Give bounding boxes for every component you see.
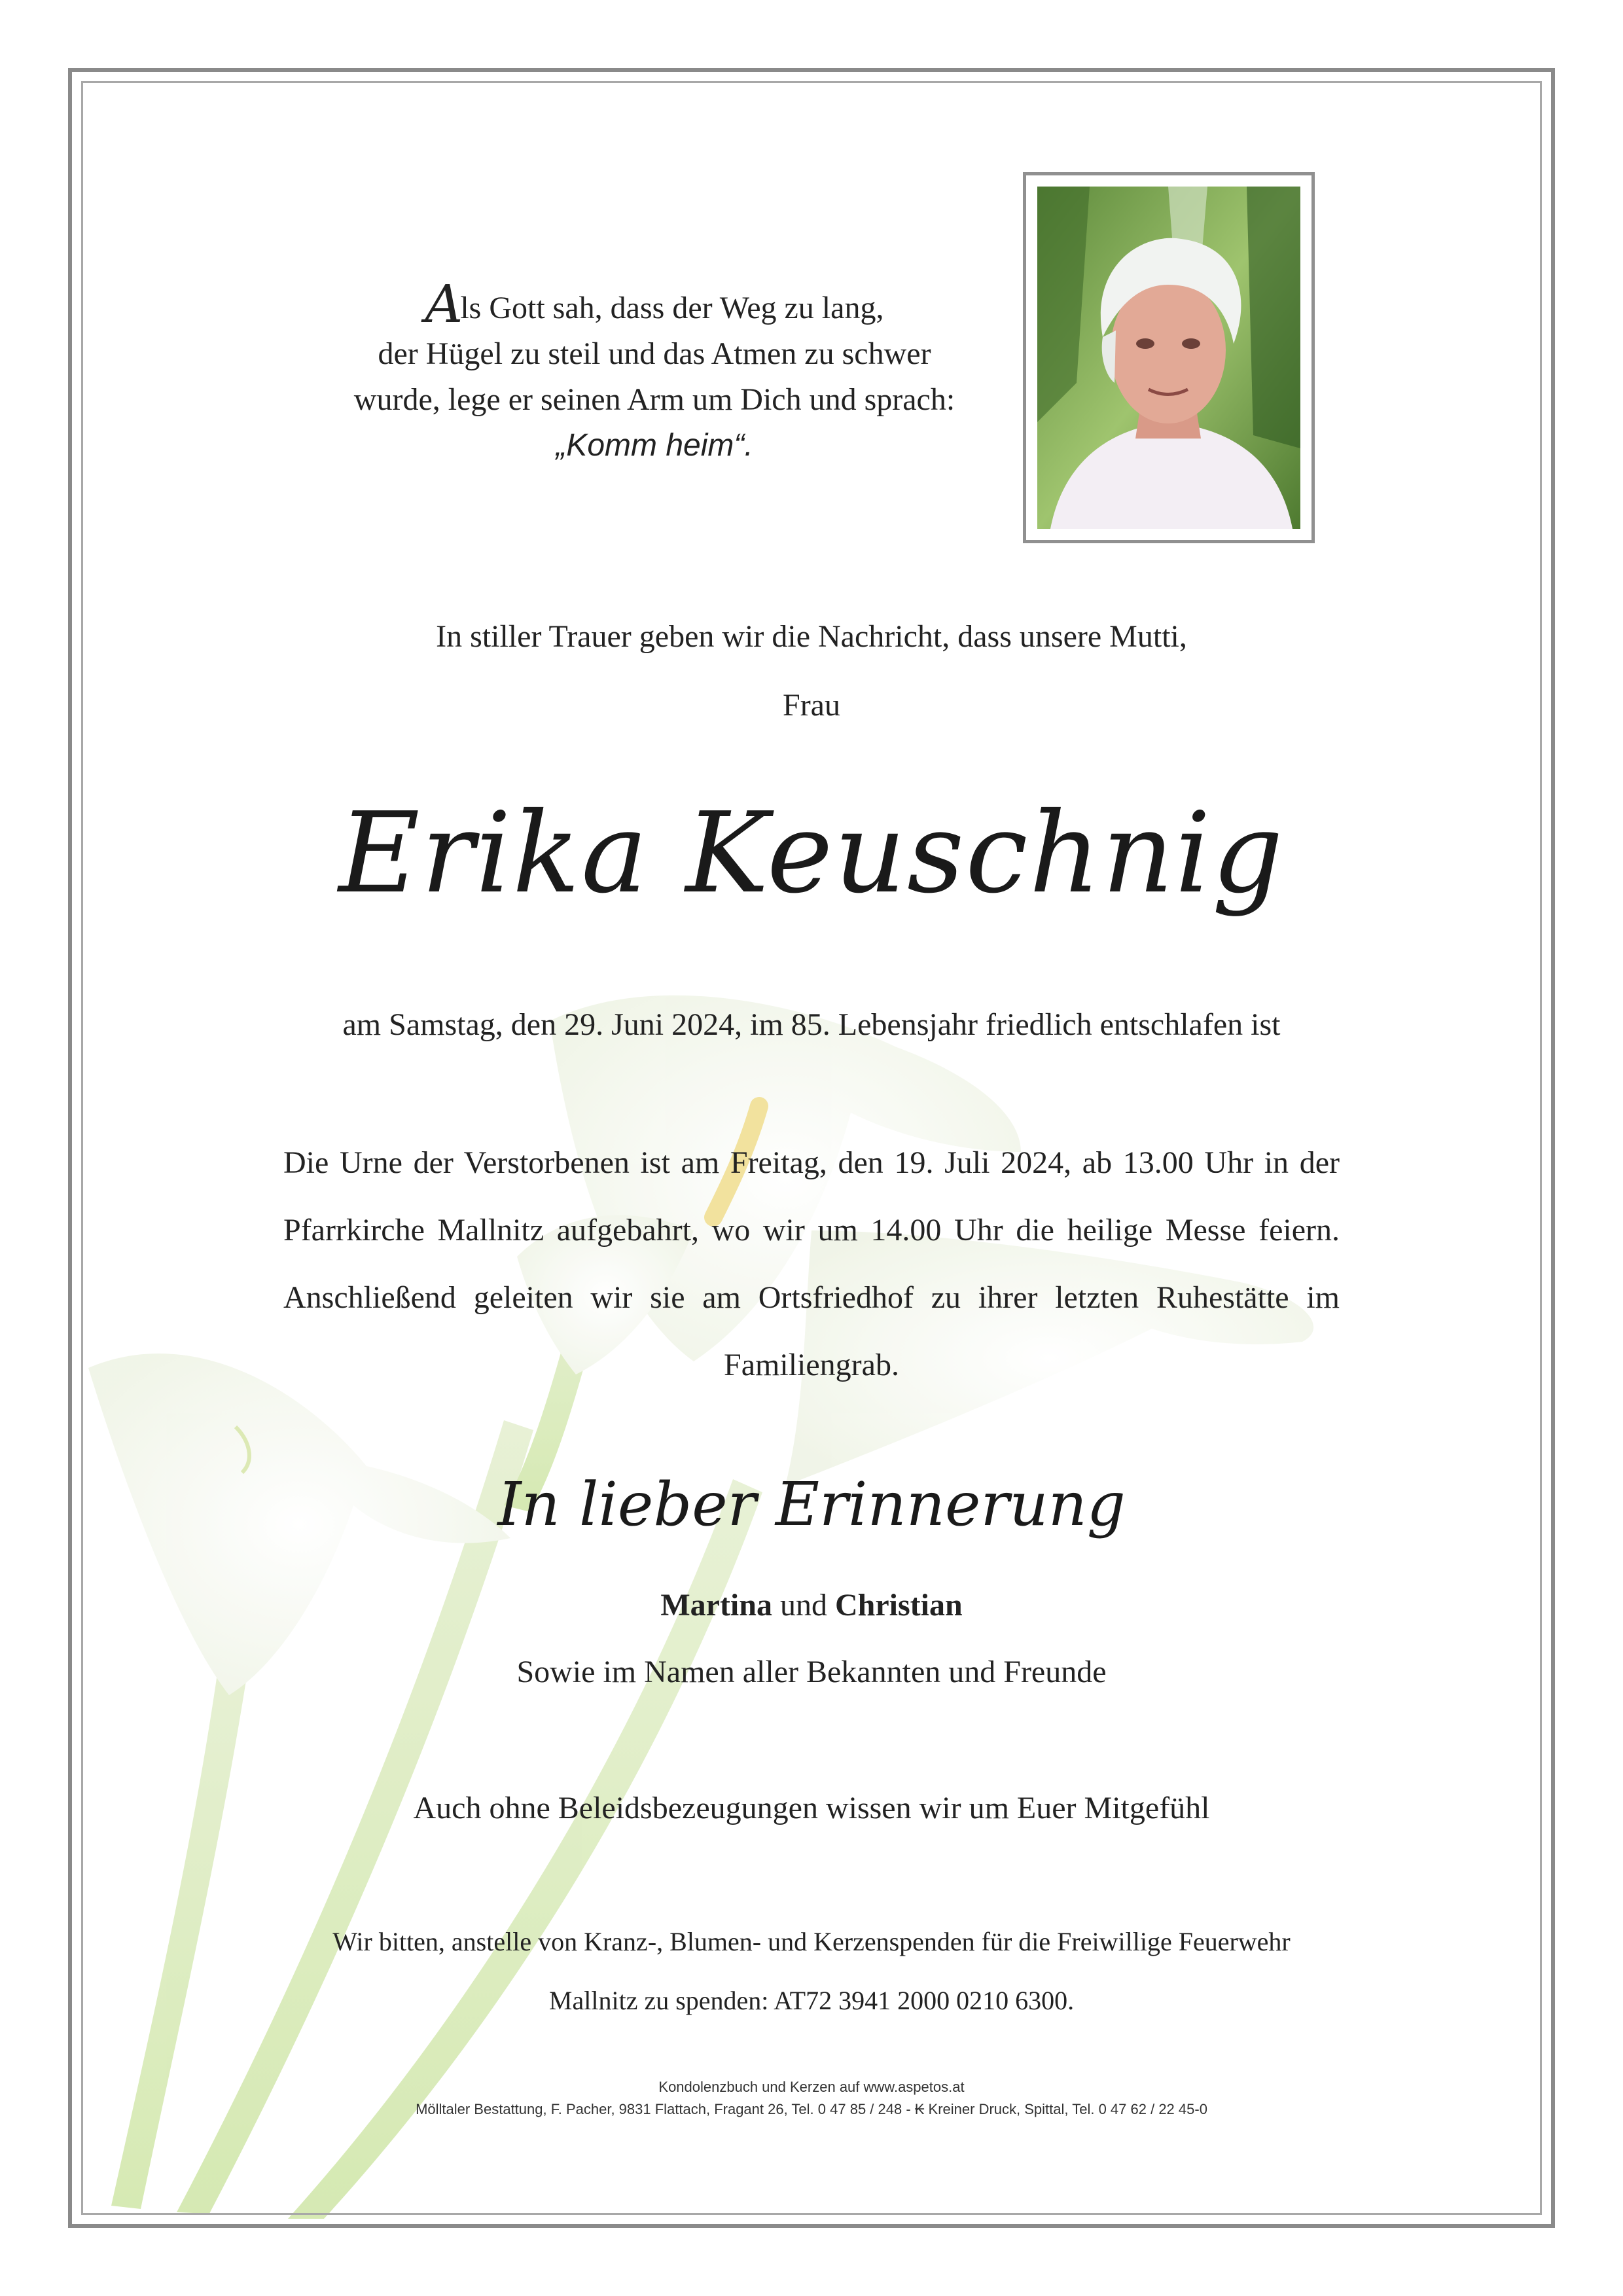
verse-initial: A (425, 274, 463, 334)
verse-line-4: „Komm heim“. (556, 428, 753, 463)
mourner-names (0, 1587, 1623, 1623)
opening-verse (288, 274, 1021, 469)
deceased-name: Erika Keuschnig (338, 789, 1285, 918)
donation-line-2: Mallnitz zu spenden: AT72 3941 2000 0210 6300. (548, 1986, 1075, 2015)
portrait-photo-frame (1023, 172, 1315, 543)
salutation: Frau (783, 688, 840, 723)
verse-line-3: wurde, lege er seinen Arm um Dich und sprach: (353, 382, 955, 417)
donation-line-1: Wir bitten, anstelle von Kranz-, Blumen- und Kerzenspenden für die Freiwillige Feuerwehr (332, 1927, 1291, 1956)
verse-line-2: der Hügel zu steil und das Atmen zu schwer (378, 336, 931, 371)
mourners-others: Sowie im Namen aller Bekannten und Freunde (516, 1655, 1107, 1689)
footer-condolence-link: Kondolenzbuch und Kerzen auf www.aspetos.at (658, 2079, 965, 2095)
portrait-photo (1037, 187, 1300, 529)
intro-text: In stiller Trauer geben wir die Nachricht, dass unsere Mutti, (436, 619, 1187, 654)
mourner-conjunction: und (779, 1588, 827, 1623)
ceremony-paragraph: Die Urne der Verstorbenen ist am Freitag, den 19. Juli 2024, ab 13.00 Uhr in der Pfarrkirche Mallnitz aufgebahrt, wo wir um 14.00 Uhr die heilige Messe feiern. Anschließend geleiten wir sie am Ortsfriedhof zu ihrer letzten Ruhestätte im Familiengrab. (283, 1145, 1340, 1382)
verse-line-1 (288, 274, 1021, 334)
verse-line-1-text: ls Gott sah, dass der Weg zu lang, (460, 291, 884, 325)
death-line: am Samstag, den 29. Juni 2024, im 85. Lebensjahr friedlich entschlafen ist (342, 1007, 1281, 1042)
mourner-name-1: Martina (660, 1588, 772, 1623)
mourner-name-2: Christian (834, 1588, 963, 1623)
condolence-note: Auch ohne Beleidsbezeugungen wissen wir um Euer Mitgefühl (413, 1791, 1210, 1825)
footer-undertaker: Mölltaler Bestattung, F. Pacher, 9831 Flattach, Fragant 26, Tel. 0 47 85 / 248 - ₭ Kreiner Druck, Spittal, Tel. 0 47 62 / 22 45-0 (416, 2101, 1207, 2117)
remembrance-heading: In lieber Erinnerung (497, 1469, 1126, 1539)
